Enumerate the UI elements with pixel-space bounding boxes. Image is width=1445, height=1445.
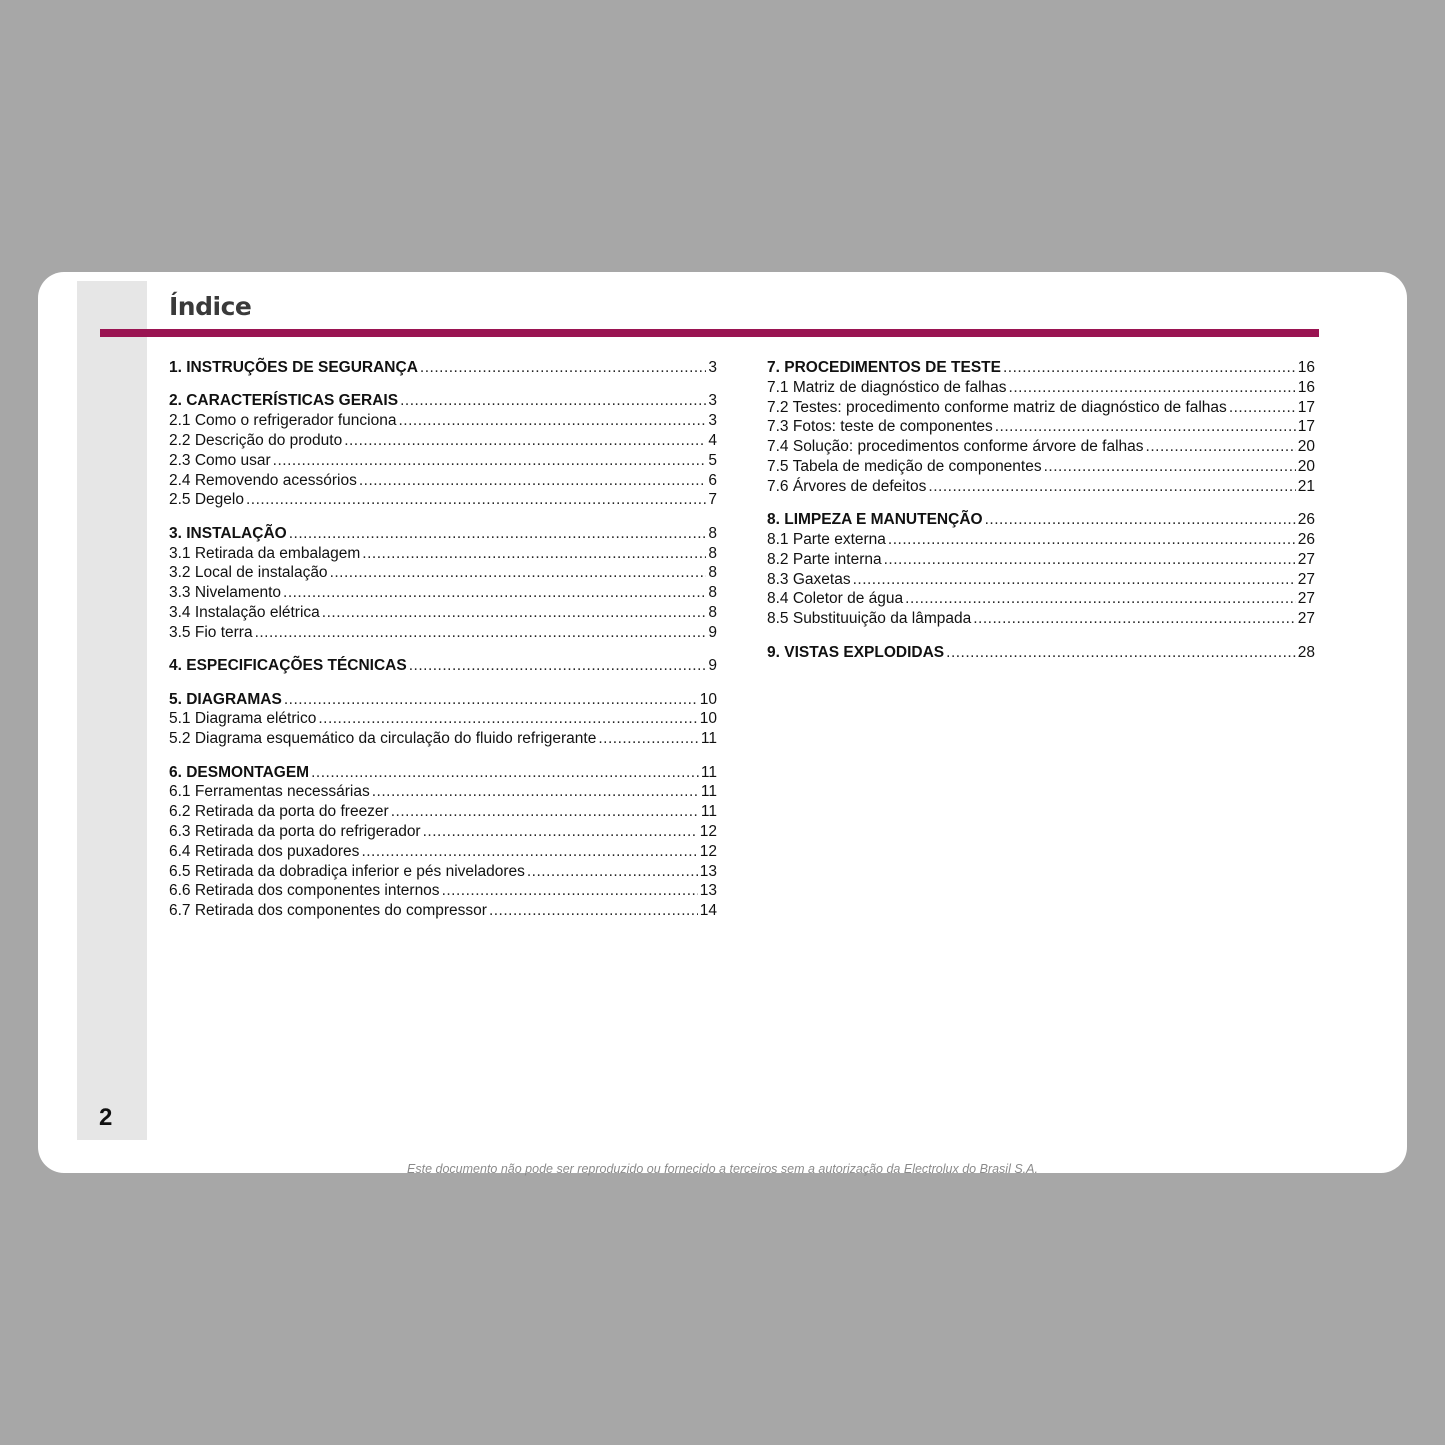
toc-entry-label: 8.3 Gaxetas (767, 570, 851, 588)
toc-entry-label: 1. INSTRUÇÕES DE SEGURANÇA (169, 359, 418, 376)
toc-subsection-entry[interactable] (169, 842, 717, 862)
toc-entry-page: 9 (708, 623, 717, 641)
toc-right-column (767, 358, 1315, 676)
toc-subsection-entry[interactable] (169, 729, 717, 749)
toc-entry-page: 8 (708, 584, 717, 602)
toc-entry-page: 27 (1297, 610, 1315, 628)
toc-entry-page: 13 (699, 862, 717, 880)
toc-entry-label: 8.1 Parte externa (767, 530, 886, 548)
toc-subsection-entry[interactable] (169, 411, 717, 431)
toc-entry-label: 5.1 Diagrama elétrico (169, 710, 317, 728)
dot-leader (289, 524, 707, 544)
toc-chapter-entry[interactable] (169, 391, 717, 411)
dot-leader (400, 391, 706, 411)
toc-entry-label: 3.4 Instalação elétrica (169, 603, 320, 621)
dot-leader (527, 862, 698, 882)
dot-leader (391, 802, 699, 822)
page-number: 2 (99, 1104, 113, 1131)
toc-subsection-entry[interactable] (169, 802, 717, 822)
toc-section (169, 656, 717, 676)
toc-section (169, 763, 717, 921)
toc-subsection-entry[interactable] (767, 530, 1315, 550)
toc-entry-page: 12 (699, 842, 717, 860)
toc-entry-label: 9. VISTAS EXPLODIDAS (767, 643, 945, 661)
toc-subsection-entry[interactable] (169, 862, 717, 882)
toc-entry-label: 2.5 Degelo (169, 491, 244, 509)
toc-subsection-entry[interactable] (767, 589, 1315, 609)
toc-entry-page: 3 (708, 392, 717, 410)
toc-entry-label: 8.5 Substituuição da lâmpada (767, 610, 972, 628)
toc-entry-page: 3 (708, 359, 717, 376)
toc-entry-label: 7.2 Testes: procedimento conforme matriz de diagnóstico de falhas (767, 398, 1227, 416)
dot-leader (246, 490, 706, 510)
dot-leader (1044, 457, 1296, 477)
toc-entry-label: 4. ESPECIFICAÇÕES TÉCNICAS (169, 657, 407, 675)
toc-entry-label: 6.3 Retirada da porta do refrigerador (169, 822, 421, 840)
toc-section (169, 690, 717, 749)
toc-entry-page: 26 (1297, 511, 1315, 529)
dot-leader (398, 411, 706, 431)
dot-leader (888, 530, 1296, 550)
toc-entry-page: 28 (1297, 643, 1315, 661)
toc-entry-page: 14 (699, 902, 717, 920)
toc-subsection-entry[interactable] (767, 457, 1315, 477)
dot-leader (1009, 378, 1296, 398)
dot-leader (372, 782, 699, 802)
dot-leader (361, 842, 697, 862)
toc-entry-page: 11 (700, 730, 717, 748)
toc-entry-page: 26 (1297, 530, 1315, 548)
toc-section (169, 391, 717, 510)
toc-entry-label: 5. DIAGRAMAS (169, 690, 282, 708)
dot-leader (273, 451, 707, 471)
toc-entry-page: 7 (708, 491, 717, 509)
toc-entry-label: 2.3 Como usar (169, 451, 271, 469)
dot-leader (284, 690, 698, 710)
side-strip (77, 281, 147, 1140)
toc-entry-page: 8 (708, 544, 717, 562)
dot-leader (359, 471, 707, 491)
toc-entry-page: 11 (700, 783, 717, 801)
toc-chapter-entry[interactable] (169, 358, 717, 378)
toc-entry-page: 16 (1297, 378, 1315, 396)
toc-chapter-entry[interactable] (767, 358, 1315, 378)
dot-leader (420, 358, 706, 378)
toc-entry-label: 5.2 Diagrama esquemático da circulação do fluido refrigerante (169, 730, 597, 748)
toc-entry-label: 2.2 Descrição do produto (169, 431, 343, 449)
toc-subsection-entry[interactable] (767, 477, 1315, 497)
dot-leader (409, 656, 707, 676)
dot-leader (1229, 398, 1296, 418)
toc-subsection-entry[interactable] (767, 550, 1315, 570)
toc-entry-label: 8.4 Coletor de água (767, 590, 904, 608)
toc-subsection-entry[interactable] (767, 417, 1315, 437)
toc-entry-page: 10 (699, 710, 717, 728)
toc-section (169, 524, 717, 643)
toc-entry-label: 6.4 Retirada dos puxadores (169, 842, 360, 860)
toc-entry-label: 6.5 Retirada da dobradiça inferior e pés niveladores (169, 862, 525, 880)
toc-entry-label: 3.1 Retirada da embalagem (169, 544, 361, 562)
dot-leader (985, 510, 1296, 530)
toc-subsection-entry[interactable] (169, 471, 717, 491)
toc-subsection-entry[interactable] (767, 609, 1315, 629)
footer-disclaimer: Este documento não pode ser reproduzido ou fornecido a terceiros sem a autorização da Electrolux do Brasil S.A. (407, 1162, 1038, 1176)
dot-leader (1146, 437, 1296, 457)
toc-entry-label: 2.4 Removendo acessórios (169, 471, 357, 489)
toc-entry-page: 27 (1297, 590, 1315, 608)
toc-entry-page: 12 (699, 822, 717, 840)
dot-leader (489, 901, 698, 921)
dot-leader (973, 609, 1296, 629)
dot-leader (995, 417, 1296, 437)
page-title: Índice (169, 292, 252, 321)
toc-entry-page: 11 (700, 803, 717, 821)
toc-entry-page: 17 (1297, 418, 1315, 436)
toc-entry-label: 3.2 Local de instalação (169, 564, 328, 582)
toc-subsection-entry[interactable] (169, 603, 717, 623)
toc-entry-page: 4 (708, 431, 717, 449)
toc-entry-label: 3. INSTALAÇÃO (169, 524, 287, 542)
title-divider (100, 329, 1319, 337)
toc-entry-label: 7.1 Matriz de diagnóstico de falhas (767, 378, 1007, 396)
toc-subsection-entry[interactable] (767, 378, 1315, 398)
toc-section (767, 643, 1315, 663)
toc-entry-label: 7.5 Tabela de medição de componentes (767, 457, 1042, 475)
toc-subsection-entry[interactable] (169, 490, 717, 510)
toc-subsection-entry[interactable] (169, 583, 717, 603)
toc-entry-label: 2.1 Como o refrigerador funciona (169, 412, 397, 430)
dot-leader (928, 477, 1295, 497)
toc-section (169, 358, 717, 378)
toc-subsection-entry[interactable] (169, 881, 717, 901)
toc-section (767, 358, 1315, 497)
toc-entry-label: 6. DESMONTAGEM (169, 763, 310, 781)
toc-entry-page: 3 (708, 412, 717, 430)
toc-subsection-entry[interactable] (169, 623, 717, 643)
dot-leader (255, 623, 707, 643)
toc-entry-label: 3.5 Fio terra (169, 623, 253, 641)
toc-chapter-entry[interactable] (767, 510, 1315, 530)
toc-entry-label: 6.7 Retirada dos componentes do compressor (169, 902, 487, 920)
toc-entry-label: 7.6 Árvores de defeitos (767, 477, 927, 495)
toc-subsection-entry[interactable] (169, 563, 717, 583)
toc-subsection-entry[interactable] (169, 451, 717, 471)
dot-leader (598, 729, 699, 749)
dot-leader (322, 603, 707, 623)
toc-entry-page: 6 (708, 471, 717, 489)
toc-subsection-entry[interactable] (169, 709, 717, 729)
toc-subsection-entry[interactable] (169, 782, 717, 802)
toc-entry-label: 7.4 Solução: procedimentos conforme árvore de falhas (767, 438, 1144, 456)
toc-subsection-entry[interactable] (169, 901, 717, 921)
toc-subsection-entry[interactable] (169, 822, 717, 842)
dot-leader (884, 550, 1296, 570)
toc-entry-label: 6.2 Retirada da porta do freezer (169, 803, 389, 821)
toc-entry-label: 7.3 Fotos: teste de componentes (767, 418, 993, 436)
toc-entry-page: 11 (700, 763, 717, 781)
toc-entry-label: 6.1 Ferramentas necessárias (169, 783, 370, 801)
toc-subsection-entry[interactable] (767, 437, 1315, 457)
toc-entry-page: 21 (1297, 477, 1315, 495)
document-page (38, 272, 1407, 1173)
dot-leader (423, 822, 698, 842)
toc-chapter-entry[interactable] (767, 643, 1315, 663)
toc-subsection-entry[interactable] (169, 431, 717, 451)
toc-subsection-entry[interactable] (767, 398, 1315, 418)
toc-entry-page: 16 (1297, 359, 1315, 376)
toc-subsection-entry[interactable] (767, 570, 1315, 590)
toc-section (767, 510, 1315, 629)
toc-entry-page: 8 (708, 603, 717, 621)
toc-chapter-entry[interactable] (169, 763, 717, 783)
toc-entry-label: 3.3 Nivelamento (169, 584, 282, 602)
toc-entry-page: 8 (708, 524, 717, 542)
toc-entry-label: 8.2 Parte interna (767, 550, 882, 568)
dot-leader (905, 589, 1296, 609)
toc-entry-page: 20 (1297, 457, 1315, 475)
dot-leader (853, 570, 1296, 590)
dot-leader (283, 583, 706, 603)
dot-leader (318, 709, 697, 729)
toc-entry-page: 20 (1297, 438, 1315, 456)
toc-chapter-entry[interactable] (169, 656, 717, 676)
toc-entry-label: 6.6 Retirada dos componentes internos (169, 882, 440, 900)
toc-subsection-entry[interactable] (169, 544, 717, 564)
dot-leader (330, 563, 707, 583)
dot-leader (362, 544, 706, 564)
toc-entry-label: 2. CARACTERÍSTICAS GERAIS (169, 392, 399, 410)
toc-entry-page: 5 (708, 451, 717, 469)
toc-entry-page: 13 (699, 882, 717, 900)
toc-entry-page: 10 (699, 690, 717, 708)
dot-leader (344, 431, 706, 451)
dot-leader (946, 643, 1296, 663)
dot-leader (311, 763, 699, 783)
toc-entry-label: 8. LIMPEZA E MANUTENÇÃO (767, 511, 983, 529)
toc-entry-page: 8 (708, 564, 717, 582)
toc-entry-page: 9 (708, 657, 717, 675)
toc-entry-page: 27 (1297, 570, 1315, 588)
toc-entry-page: 27 (1297, 550, 1315, 568)
dot-leader (1003, 358, 1296, 378)
dot-leader (442, 881, 698, 901)
toc-chapter-entry[interactable] (169, 690, 717, 710)
toc-entry-page: 17 (1297, 398, 1315, 416)
toc-left-column (169, 358, 717, 934)
toc-chapter-entry[interactable] (169, 524, 717, 544)
toc-entry-label: 7. PROCEDIMENTOS DE TESTE (767, 359, 1001, 376)
